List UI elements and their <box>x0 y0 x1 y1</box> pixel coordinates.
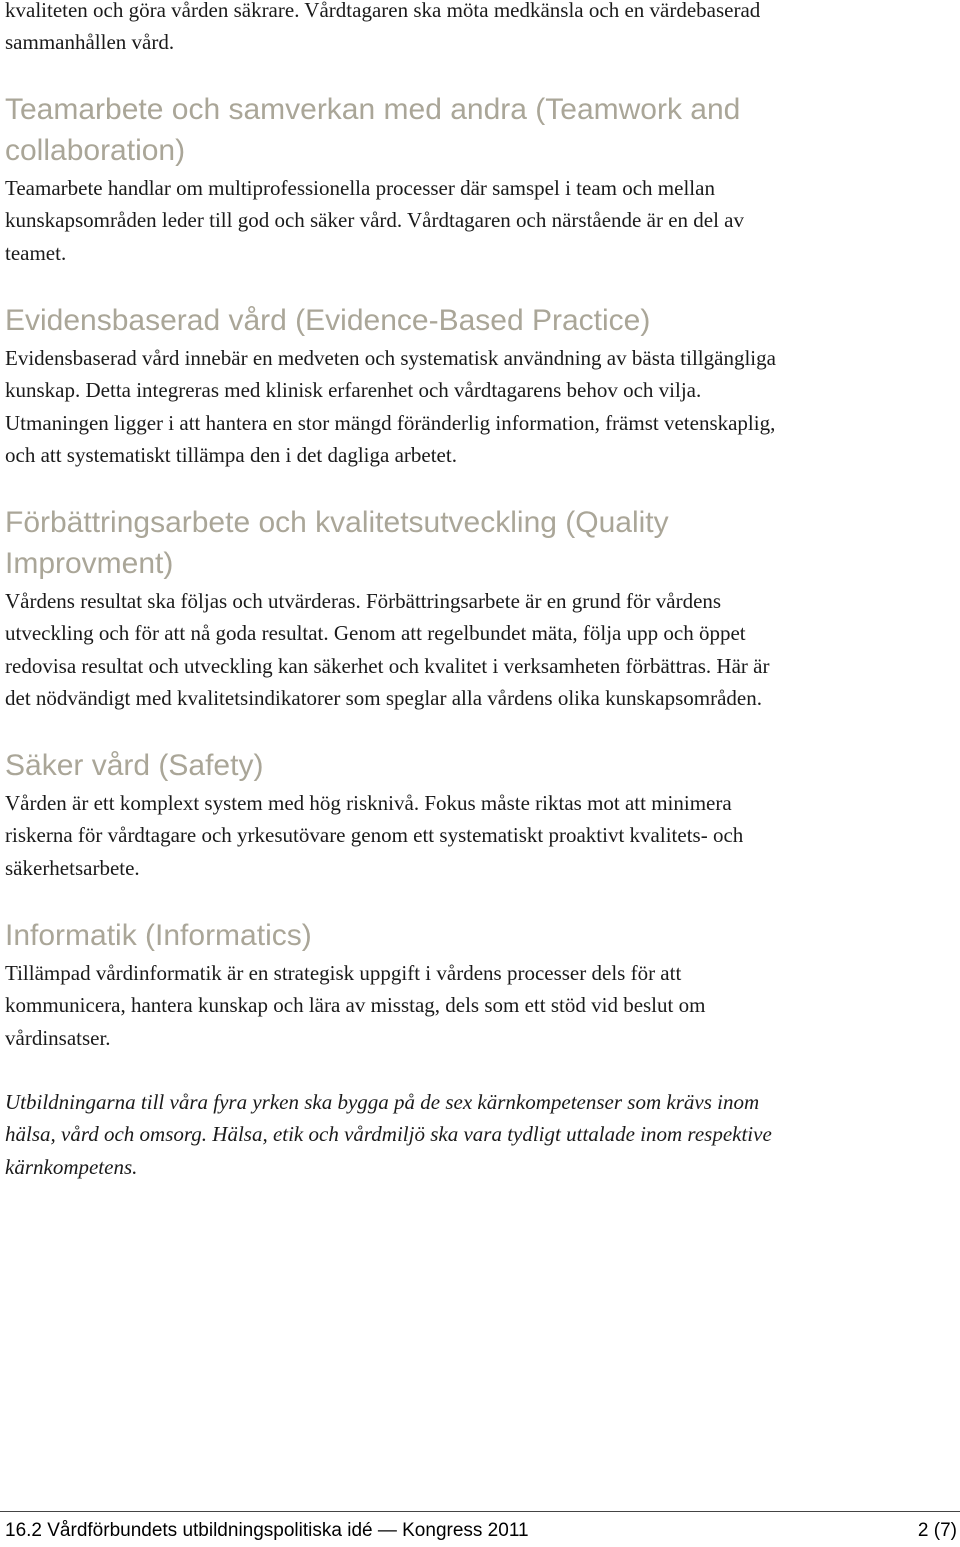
section-heading-safety: Säker vård (Safety) <box>5 749 264 782</box>
section-body-teamwork: Teamarbete handlar om multiprofessionella processer där samspel i team och mellan kunskapsområden leder till god och säker vård. Vårdtagaren och närstående är en del av teamet. <box>5 176 744 265</box>
section-heading-teamwork: Teamarbete och samverkan med andra (Teamwork and collaboration) <box>5 93 741 167</box>
footer-divider <box>0 1511 960 1512</box>
closing-paragraph: Utbildningarna till våra fyra yrken ska bygga på de sex kärnkompetenser som krävs inom hälsa, vård och omsorg. Hälsa, etik och vårdmiljö ska vara tydligt uttalade inom respektive kärnkompetens. <box>5 1090 772 1179</box>
section-body-informatics: Tillämpad vårdinformatik är en strategisk uppgift i vårdens processer dels för att kommunicera, hantera kunskap och lära av misstag, dels som ett stöd vid beslut om vårdinsatser. <box>5 961 706 1050</box>
section-heading-quality: Förbättringsarbete och kvalitetsutveckling (Quality Improvment) <box>5 506 669 580</box>
intro-paragraph: kvaliteten och göra vården säkrare. Vårdtagaren ska möta medkänsla och en värdebaserad sammanhållen vård. <box>5 0 761 55</box>
footer-title: 16.2 Vårdförbundets utbildningspolitiska idé — Kongress 2011 <box>5 1520 529 1541</box>
page-number: 2 (7) <box>917 1520 957 1541</box>
section-body-quality: Vårdens resultat ska följas och utvärderas. Förbättringsarbete är en grund för vårdens utveckling och för att nå goda resultat. Genom att regelbundet mäta, följa upp och öppet redovisa resultat och utveckling kan säkerhet och kvalitet i verksamheten förbättras. Här är det nödvändigt med kvalitetsindikatorer som speglar alla vårdens olika kunskapsområden. <box>5 589 770 710</box>
section-heading-informatics: Informatik (Informatics) <box>5 919 312 952</box>
section-body-evidence: Evidensbaserad vård innebär en medveten och systematisk användning av bästa tillgängliga kunskap. Detta integreras med klinisk erfarenhet och vårdtagarens behov och vilja. Utmaningen ligger i att hantera en stor mängd föränderlig information, främst vetenskaplig, och att systematiskt tillämpa den i det dagliga arbetet. <box>5 346 776 467</box>
section-body-safety: Vården är ett komplext system med hög risknivå. Fokus måste riktas mot att minimera riskerna för vårdtagare och yrkesutövare genom ett systematiskt proaktivt kvalitets- och säkerhetsarbete. <box>5 791 744 880</box>
section-heading-evidence: Evidensbaserad vård (Evidence-Based Practice) <box>5 304 651 337</box>
